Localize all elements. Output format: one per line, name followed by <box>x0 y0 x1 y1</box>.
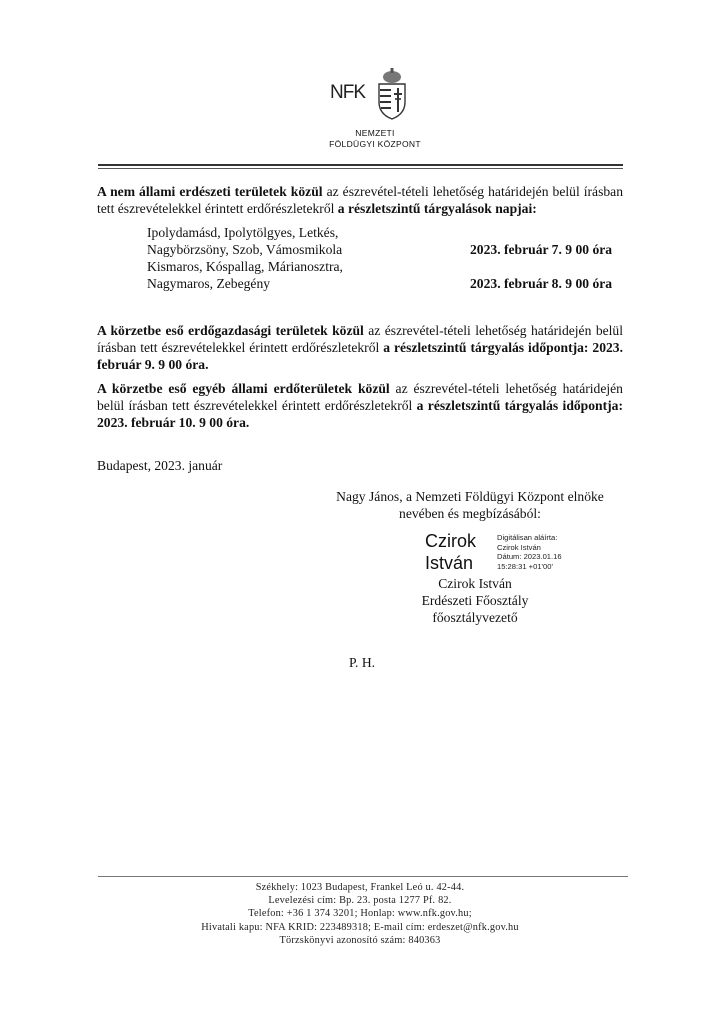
signatory-name: Czirok István <box>438 576 512 591</box>
footer-contact <box>150 881 570 947</box>
footer-line: Levelezési cím: Bp. 23. posta 1277 Pf. 82. <box>268 895 452 907</box>
signatory-title: főosztályvezető <box>432 610 518 625</box>
signatory-department: Erdészeti Főosztály <box>421 593 529 608</box>
digital-signature-meta: Digitálisan aláírta: Czirok István Dátum: 2023.01.16 15:28:31 +01'00' <box>497 533 562 571</box>
header-divider-thin <box>98 168 623 169</box>
forestry-paragraph: A körzetbe eső erdőgazdasági területek közül az észrevétel-tételi lehetőség határidején belül írásban tett észrevételekkel érintett erdőrészletekről a részletszintű tárgyalás időpontja: 2023. február 9. 9 00 óra. <box>97 323 624 372</box>
digital-signature <box>425 530 625 574</box>
footer-line: Telefon: +36 1 374 3201; Honlap: www.nfk.gov.hu; <box>248 908 472 920</box>
location-line: Ipolydamásd, Ipolytölgyes, Letkés, <box>147 225 339 240</box>
schedule-locations <box>147 224 437 292</box>
footer-divider <box>98 876 628 877</box>
place-date: Budapest, 2023. január <box>97 458 223 473</box>
footer-line: Törzskönyvi azonosító szám: 840363 <box>279 934 441 946</box>
location-line: Nagybörzsöny, Szob, Vámosmikola <box>147 242 343 257</box>
signature-authority: Nagy János, a Nemzeti Földügyi Központ elnöke nevében és megbízásából: <box>336 489 604 521</box>
digital-signature-name: Czirok István <box>425 531 477 573</box>
logo-text: NFK <box>330 82 365 103</box>
coat-of-arms-icon <box>376 68 408 120</box>
footer-line: Székhely: 1023 Budapest, Frankel Leó u. 42-44. <box>255 882 465 893</box>
location-line: Kismaros, Kóspallag, Márianosztra, <box>147 259 343 274</box>
schedule-date-1: 2023. február 7. 9 00 óra <box>470 242 613 257</box>
footer-line: Hivatali kapu: NFA KRID: 223489318; E-mail cím: erdeszet@nfk.gov.hu <box>201 921 519 933</box>
schedule-date-2: 2023. február 8. 9 00 óra <box>470 276 613 291</box>
nfk-logo <box>329 62 421 149</box>
intro-paragraph: A nem állami erdészeti területek közül az észrevétel-tételi lehetőség határidején belül írásban tett észrevételekkel érintett erdőrészletekről a részletszintű tárgyalások napjai: <box>97 184 624 216</box>
location-line: Nagymaros, Zebegény <box>147 276 271 291</box>
signatory <box>370 575 580 626</box>
header-divider <box>98 164 623 166</box>
org-name: NEMZETI FÖLDÜGYI KÖZPONT <box>329 128 421 149</box>
state-forest-paragraph: A körzetbe eső egyéb állami erdőterületek közül az észrevétel-tételi lehetőség határidején belül írásban tett észrevételekkel érintett erdőrészletekről a részletszintű tárgyalás időpontja: 2023. február 10. 9 00 óra. <box>97 381 623 430</box>
stamp-placeholder: P. H. <box>349 655 376 670</box>
